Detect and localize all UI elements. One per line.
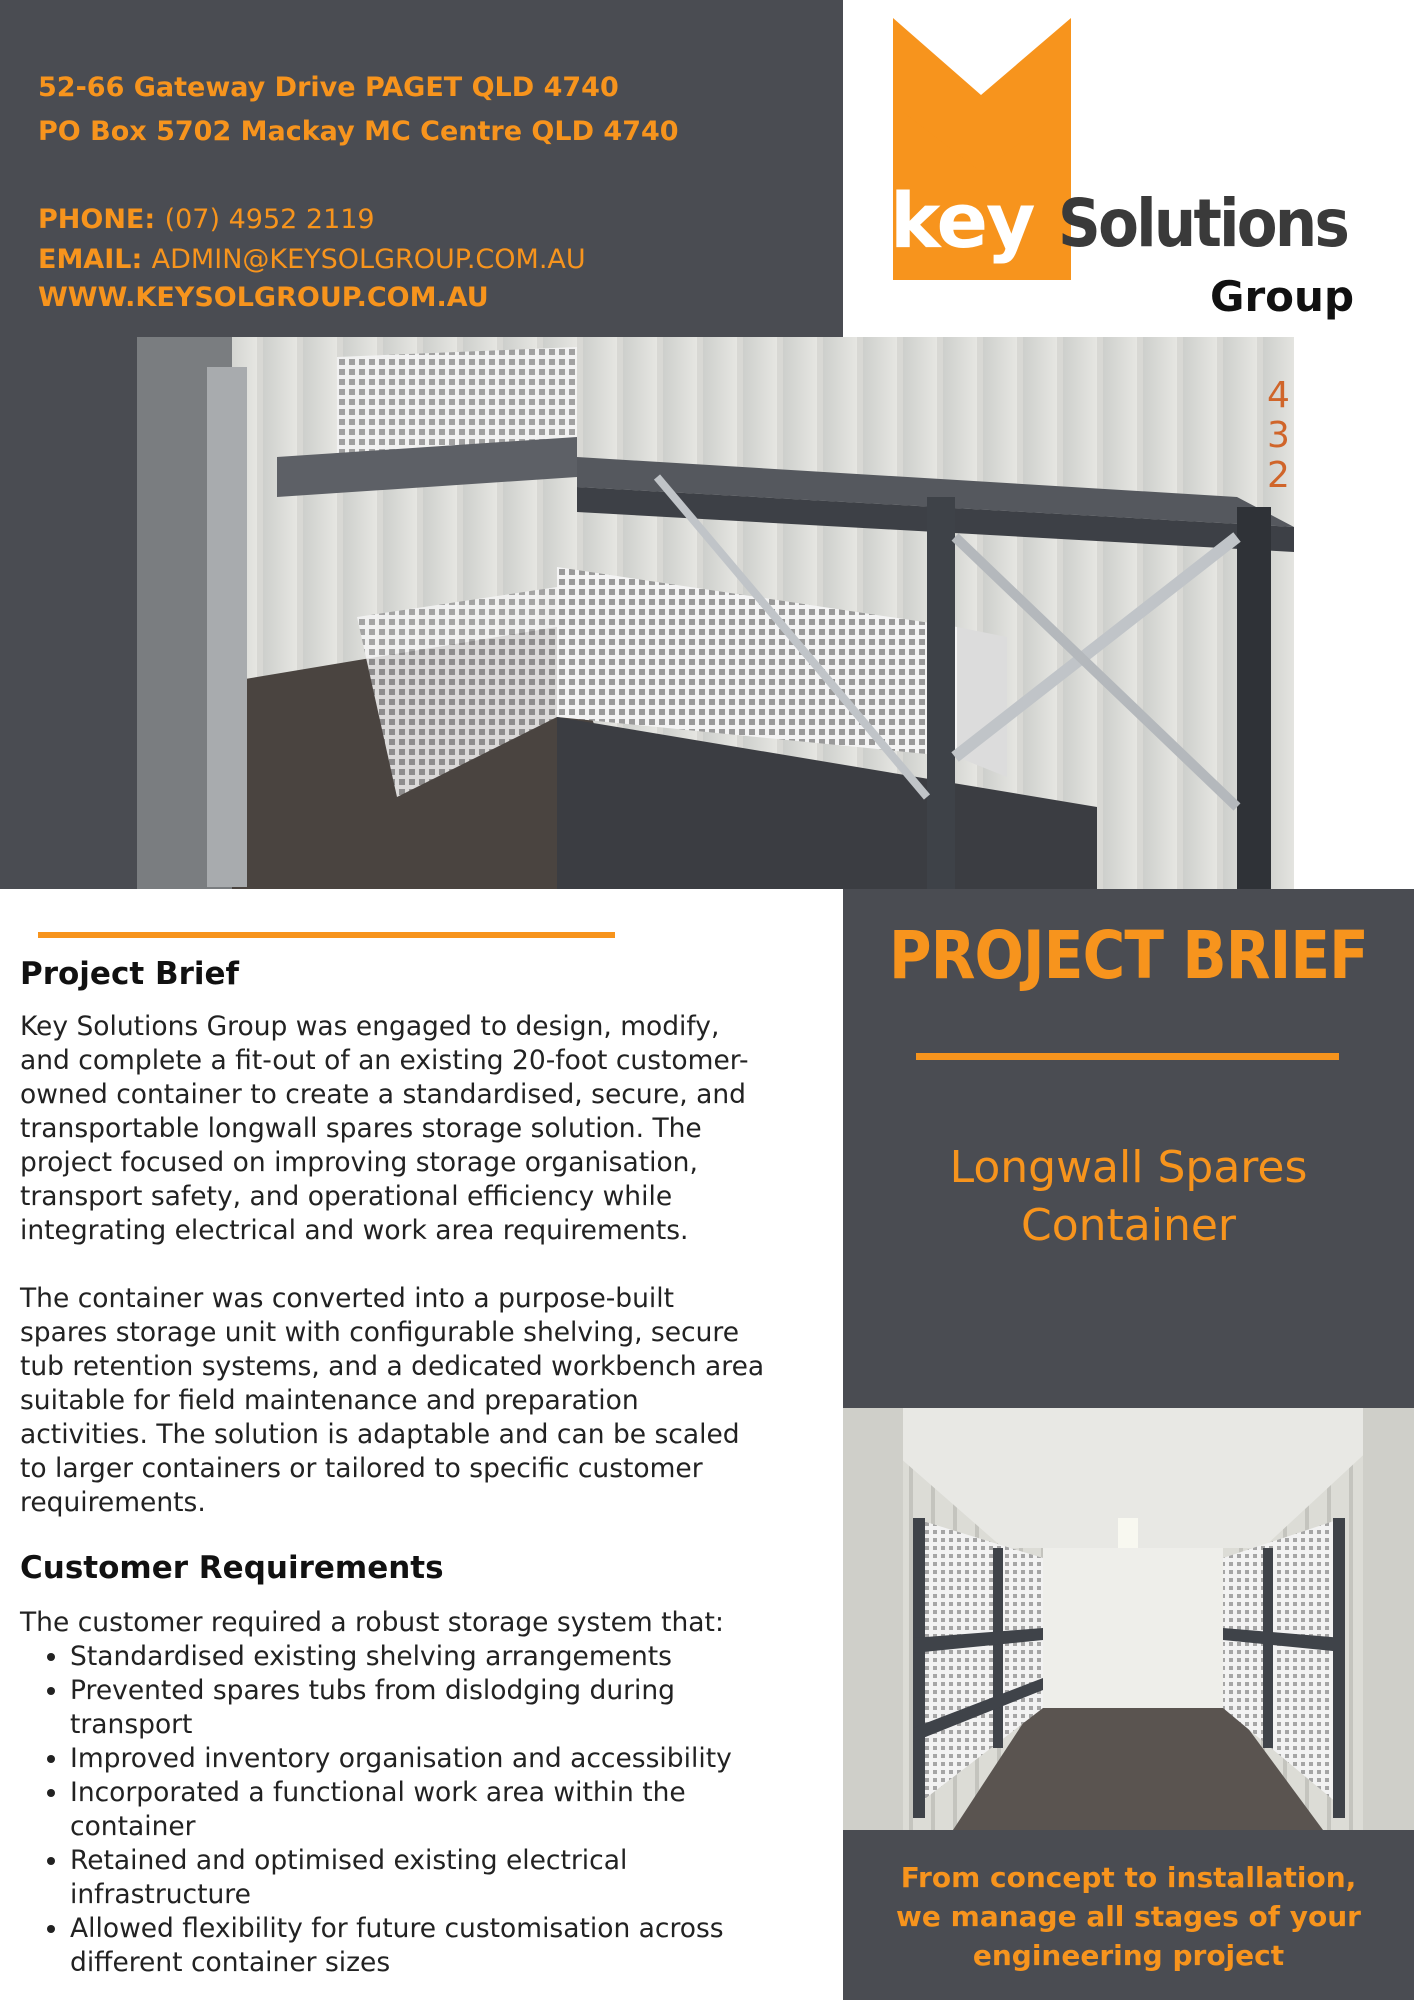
logo-solutions-text: Solutions <box>1058 185 1348 262</box>
container-interior-photo <box>843 1408 1414 1830</box>
contact-header <box>0 0 843 337</box>
tagline-line-1: From concept to installation, <box>900 1861 1357 1894</box>
email-value[interactable]: ADMIN@KEYSOLGROUP.COM.AU <box>151 244 586 275</box>
brief-para1-line: project focused on improving storage organisation, <box>20 1147 698 1178</box>
svg-text:4: 4 <box>1267 375 1290 416</box>
requirement-line: transport <box>70 1709 193 1740</box>
header-right-strip <box>1294 337 1414 889</box>
logo-group-text: Group <box>1210 272 1355 321</box>
project-title: PROJECT BRIEF <box>889 917 1368 994</box>
brief-para2-line: requirements. <box>20 1487 206 1518</box>
phone-line <box>38 204 375 235</box>
svg-text:3: 3 <box>1267 415 1290 456</box>
requirements-list <box>20 1640 830 1980</box>
project-title-panel <box>843 889 1414 1408</box>
left-frame <box>0 337 137 889</box>
section-divider <box>38 932 615 938</box>
brief-para2-line: The container was converted into a purpose-built <box>20 1283 675 1314</box>
project-subtitle <box>843 1139 1414 1255</box>
brief-para2-line: activities. The solution is adaptable and can be scaled <box>20 1419 740 1450</box>
requirement-line: Retained and optimised existing electrical <box>70 1845 628 1876</box>
brief-para1-line: Key Solutions Group was engaged to design, modify, <box>20 1011 720 1042</box>
project-subtitle-line-1: Longwall Spares <box>949 1142 1308 1193</box>
title-underline <box>916 1053 1339 1060</box>
project-brief-paragraph-1 <box>20 1010 830 1248</box>
requirement-line: Prevented spares tubs from dislodging during <box>70 1675 675 1706</box>
email-label: EMAIL: <box>38 244 143 275</box>
shelving-photo <box>137 337 1294 889</box>
requirement-line: different container sizes <box>70 1947 391 1978</box>
requirement-line: infrastructure <box>70 1879 251 1910</box>
brief-para1-line: integrating electrical and work area requirements. <box>20 1215 689 1246</box>
brief-para1-line: transport safety, and operational efficiency while <box>20 1181 673 1212</box>
brief-para1-line: owned container to create a standardised, secure, and <box>20 1079 746 1110</box>
requirement-item <box>70 1640 830 1674</box>
svg-text:2: 2 <box>1267 455 1290 496</box>
brief-para2-line: to larger containers or tailored to specific customer <box>20 1453 703 1484</box>
brief-para1-line: transportable longwall spares storage solution. The <box>20 1113 702 1144</box>
logo-key-text: key <box>890 176 1034 265</box>
requirement-item <box>70 1674 830 1742</box>
tagline-line-2: we manage all stages of your <box>896 1900 1361 1933</box>
brief-para2-line: tub retention systems, and a dedicated workbench area <box>20 1351 765 1382</box>
website-link[interactable]: WWW.KEYSOLGROUP.COM.AU <box>38 282 489 313</box>
brief-para2-line: spares storage unit with configurable shelving, secure <box>20 1317 740 1348</box>
phone-value[interactable]: (07) 4952 2119 <box>164 204 375 235</box>
requirement-line: Incorporated a functional work area within the <box>70 1777 686 1808</box>
email-line <box>38 244 586 275</box>
requirement-item <box>70 1844 830 1912</box>
requirement-line: Improved inventory organisation and accessibility <box>70 1743 732 1774</box>
address-line-1: 52-66 Gateway Drive PAGET QLD 4740 <box>38 72 619 103</box>
brief-para2-line: suitable for field maintenance and preparation <box>20 1385 639 1416</box>
requirement-item <box>70 1912 830 1980</box>
project-subtitle-line-2: Container <box>1020 1200 1236 1251</box>
tagline-line-3: engineering project <box>972 1939 1285 1972</box>
customer-requirements-heading: Customer Requirements <box>20 1550 444 1586</box>
brief-para1-line: and complete a fit-out of an existing 20-foot customer- <box>20 1045 749 1076</box>
phone-label: PHONE: <box>38 204 156 235</box>
requirement-line: Standardised existing shelving arrangements <box>70 1641 672 1672</box>
company-logo <box>843 0 1414 337</box>
address-line-2: PO Box 5702 Mackay MC Centre QLD 4740 <box>38 116 679 147</box>
project-brief-heading: Project Brief <box>20 956 239 992</box>
requirement-item <box>70 1742 830 1776</box>
project-brief-paragraph-2 <box>20 1282 830 1520</box>
requirement-line: container <box>70 1811 196 1842</box>
project-brief-body <box>20 1010 830 1520</box>
requirement-item <box>70 1776 830 1844</box>
requirement-line: Allowed flexibility for future customisation across <box>70 1913 724 1944</box>
customer-requirements-intro: The customer required a robust storage system that: <box>20 1607 724 1638</box>
tagline-panel <box>843 1830 1414 2000</box>
tagline <box>843 1858 1414 1975</box>
